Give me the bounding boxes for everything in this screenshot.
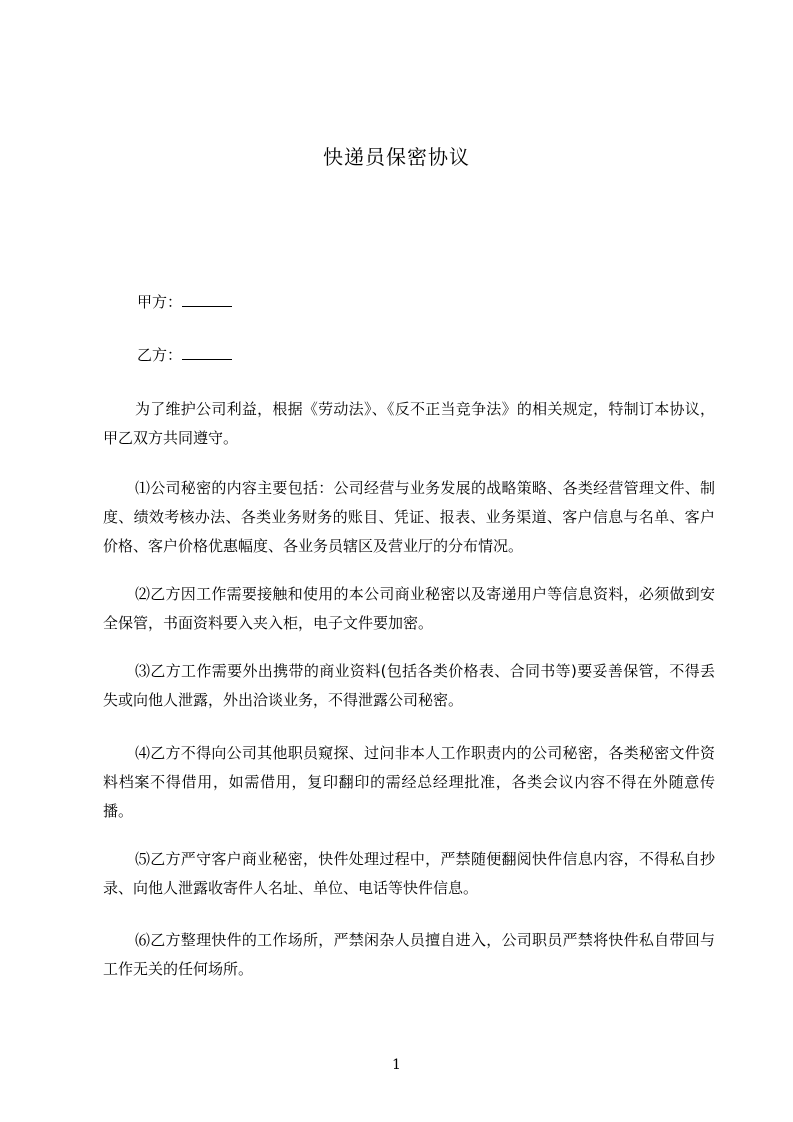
clause-5: ⑸乙方严守客户商业秘密，快件处理过程中，严禁随便翻阅快件信息内容，不得私自抄录、向他人泄露收寄件人名址、单位、电话等快件信息。 (103, 850, 715, 897)
party-b-label: 乙方： (137, 346, 183, 364)
clause-6: ⑹乙方整理快件的工作场所，严禁闲杂人员擅自进入，公司职员严禁将快件私自带回与工作无关的任何场所。 (103, 931, 715, 978)
page-number: 1 (392, 1057, 401, 1073)
party-b-line (137, 345, 232, 365)
clause-1: ⑴公司秘密的内容主要包括：公司经营与业务发展的战略策略、各类经营管理文件、制度、绩效考核办法、各类业务财务的账目、凭证、报表、业务渠道、客户信息与名单、客户价格、客户价格优惠幅度、各业务员辖区及营业厅的分布情况。 (103, 479, 715, 555)
party-b-blank (182, 345, 232, 360)
clause-2: ⑵乙方因工作需要接触和使用的本公司商业秘密以及寄递用户等信息资料，必须做到安全保管，书面资料要入夹入柜，电子文件要加密。 (103, 585, 715, 632)
intro-paragraph: 为了维护公司利益，根据《劳动法》、《反不正当竞争法》的相关规定，特制订本协议，甲乙双方共同遵守。 (103, 400, 715, 447)
party-a-blank (182, 292, 232, 307)
clause-3: ⑶乙方工作需要外出携带的商业资料(包括各类价格表、合同书等)要妥善保管，不得丢失或向他人泄露，外出洽谈业务，不得泄露公司秘密。 (103, 662, 715, 709)
party-a-label: 甲方： (137, 293, 183, 311)
party-a-line (137, 292, 232, 312)
document-title: 快递员保密协议 (323, 145, 470, 169)
clause-4: ⑷乙方不得向公司其他职员窥探、过问非本人工作职责内的公司秘密，各类秘密文件资料档案不得借用，如需借用，复印翻印的需经总经理批准，各类会议内容不得在外随意传播。 (103, 744, 715, 820)
